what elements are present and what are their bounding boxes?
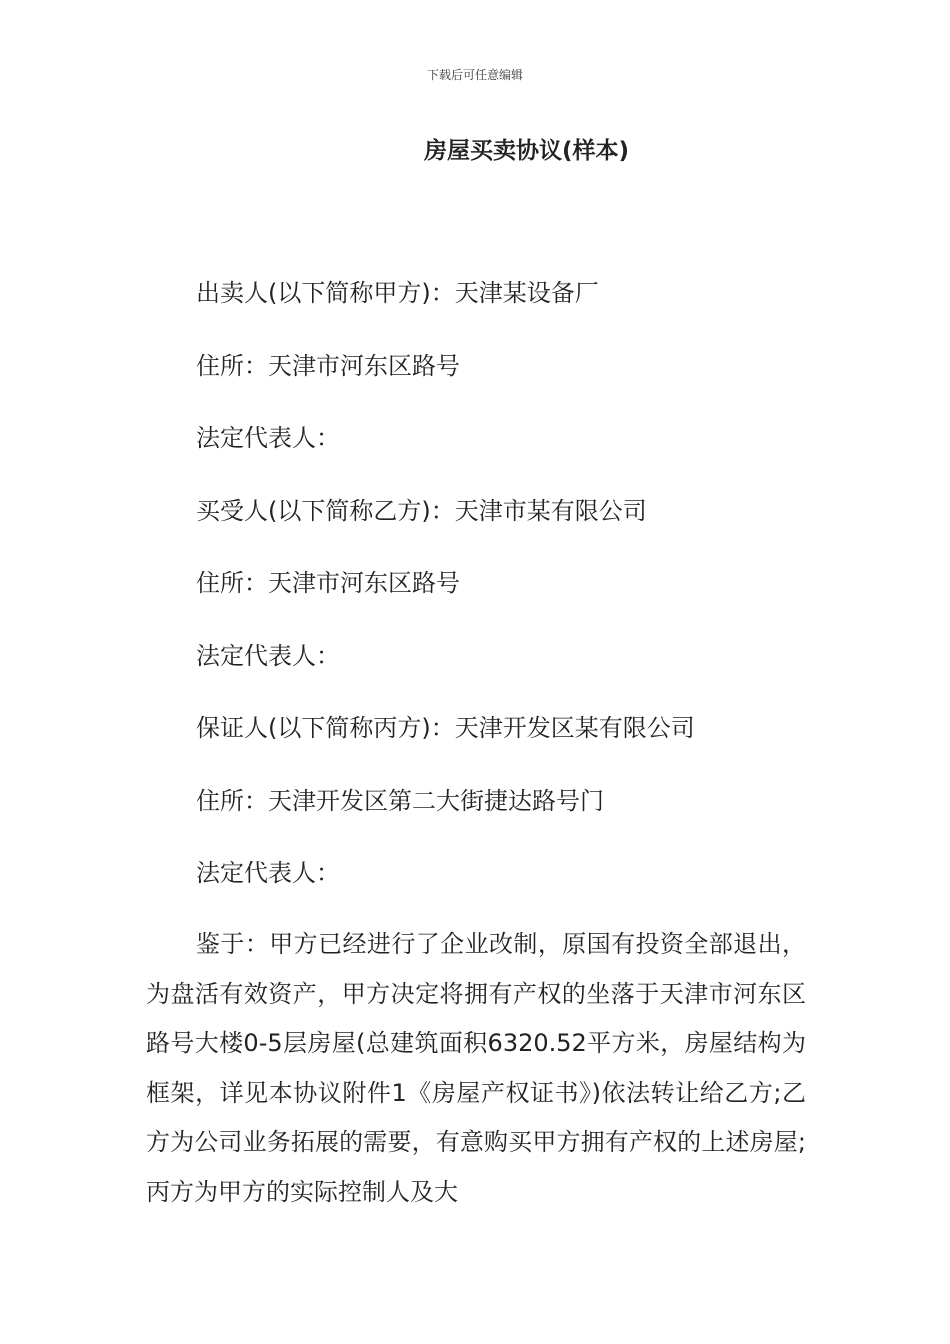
guarantor-address-line: 住所：天津开发区第二大街捷达路号门	[196, 786, 604, 815]
seller-line: 出卖人(以下简称甲方)：天津某设备厂	[196, 279, 599, 307]
document-title: 房屋买卖协议(样本)	[424, 138, 630, 164]
seller-address-line: 住所：天津市河东区路号	[196, 351, 460, 380]
guarantor-line: 保证人(以下简称丙方)：天津开发区某有限公司	[196, 714, 695, 742]
buyer-line: 买受人(以下简称乙方)：天津市某有限公司	[196, 496, 647, 525]
header-note: 下载后可任意编辑	[426, 68, 523, 82]
buyer-address-line: 住所：天津市河东区路号	[196, 569, 460, 597]
guarantor-representative-line: 法定代表人：	[196, 859, 340, 887]
party-info-list	[196, 270, 695, 923]
seller-representative-line: 法定代表人：	[196, 424, 340, 452]
recital-paragraph: 鉴于：甲方已经进行了企业改制，原国有投资全部退出，为盘活有效资产，甲方决定将拥有产权的坐落于天津市河东区路号大楼0-5层房屋(总建筑面积6320.52平方米，房屋结构为框架，详见本协议附件1《房屋产权证书》)依法转让给乙方;乙方为公司业务拓展的需要，有意购买甲方拥有产权的上述房屋;丙方为甲方的实际控制人及大	[146, 930, 806, 1206]
buyer-representative-line: 法定代表人：	[196, 641, 340, 670]
